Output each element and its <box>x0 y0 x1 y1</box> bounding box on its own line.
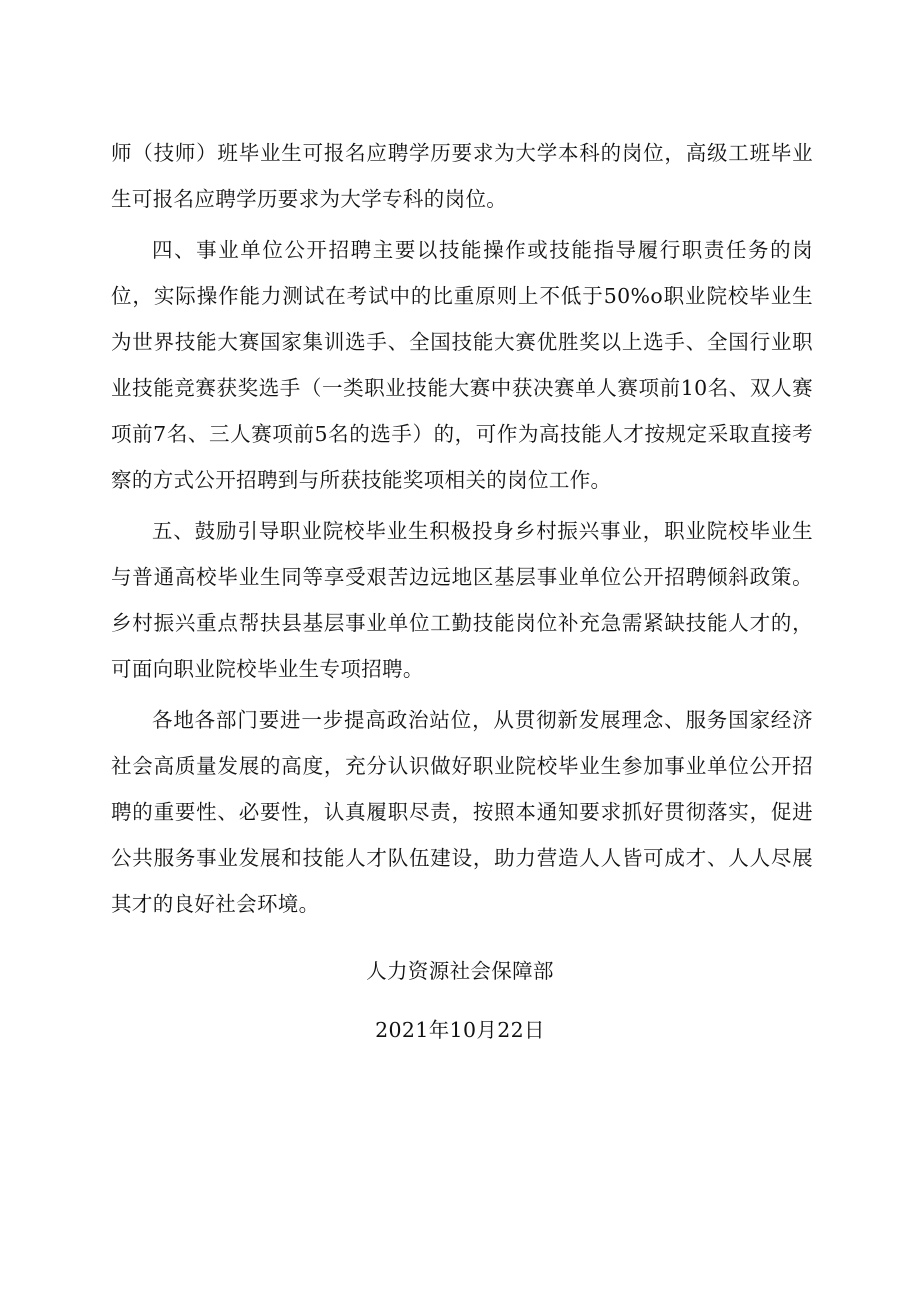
document-body <box>111 130 813 927</box>
paragraph-continuation: 师（技师）班毕业生可报名应聘学历要求为大学本科的岗位，高级工班毕业生可报名应聘学历要求为大学专科的岗位。 <box>111 141 813 211</box>
issuer-signature: 人力资源社会保障部 <box>366 959 554 983</box>
paragraph-closing: 各地各部门要进一步提高政治站位，从贯彻新发展理念、服务国家经济社会高质量发展的高度，充分认识做好职业院校毕业生参加事业单位公开招聘的重要性、必要性，认真履职尽责，按照本通知要求抓好贯彻落实，促进公共服务事业发展和技能人才队伍建设，助力营造人人皆可成才、人人尽展其才的良好社会环境。 <box>111 708 813 916</box>
issue-date: 2021年10月22日 <box>375 1018 545 1042</box>
paragraph-item-five: 五、鼓励引导职业院校毕业生积极投身乡村振兴事业，职业院校毕业生与普通高校毕业生同等享受艰苦边远地区基层事业单位公开招聘倾斜政策。乡村振兴重点帮扶县基层事业单位工勤技能岗位补充急需紧缺技能人才的，可面向职业院校毕业生专项招聘。 <box>111 519 813 681</box>
paragraph-item-four: 四、事业单位公开招聘主要以技能操作或技能指导履行职责任务的岗位，实际操作能力测试在考试中的比重原则上不低于50%o职业院校毕业生为世界技能大赛国家集训选手、全国技能大赛优胜奖以上选手、全国行业职业技能竞赛获奖选手（一类职业技能大赛中获决赛单人赛项前10名、双人赛项前7名、三人赛项前5名的选手）的，可作为高技能人才按规定采取直接考察的方式公开招聘到与所获技能奖项相关的岗位工作。 <box>111 238 813 492</box>
